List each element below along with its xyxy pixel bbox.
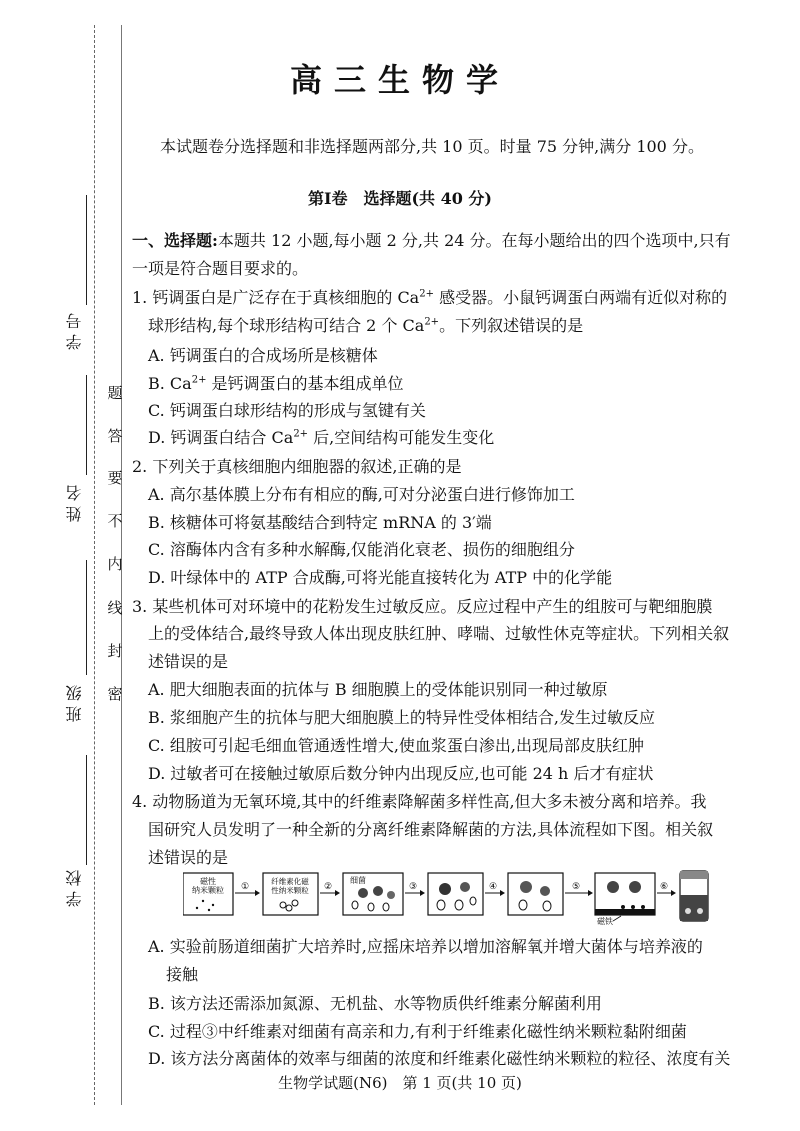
q1-option-b-text: 是钙调蛋白的基本组成单位 (206, 374, 404, 393)
q1-option-d-text: D. 钙调蛋白结合 Ca (148, 428, 294, 447)
seal-char: 密 (107, 685, 123, 703)
flow-arrow-1 (235, 882, 260, 896)
q3-option-b[interactable]: B. 浆细胞产生的抗体与肥大细胞膜上的特异性受体相结合,发生过敏反应 (148, 708, 656, 727)
q3-stem-line2: 上的受体结合,最终导致人体出现皮肤红肿、哮喘、过敏性休克等症状。下列相关叙 (148, 624, 730, 643)
q1-sup: 2+ (191, 374, 207, 386)
flow-box-2-label: 性纳米颗粒 (271, 886, 309, 895)
field-school-label (64, 870, 86, 907)
flow-box-2 (263, 873, 318, 915)
flow-box-1 (183, 873, 233, 915)
flow-box-1-label: 磁性 (200, 877, 216, 886)
seal-char: 要 (107, 469, 123, 487)
flow-culture-tube (680, 871, 708, 921)
field-student-id-text: 学 号 (65, 313, 84, 351)
q1-option-a[interactable]: A. 钙调蛋白的合成场所是核糖体 (148, 346, 378, 365)
q2-option-d[interactable]: D. 叶绿体中的 ATP 合成酶,可将光能直接转化为 ATP 中的化学能 (148, 568, 613, 587)
q1-option-b-text: B. Ca (148, 374, 192, 393)
flow-arrow-4 (485, 882, 505, 896)
page-title: 高三生物学 (289, 61, 510, 99)
q3-option-a[interactable]: A. 肥大细胞表面的抗体与 B 细胞膜上的受体能识别同一种过敏原 (148, 680, 608, 699)
q3-option-c[interactable]: C. 组胺可引起毛细血管通透性增大,使血浆蛋白渗出,出现局部皮肤红肿 (148, 736, 645, 755)
q2-option-b[interactable]: B. 核糖体可将氨基酸结合到特定 mRNA 的 3′端 (148, 513, 492, 532)
part-instructions-line1 (132, 228, 731, 251)
q1-sup: 2+ (424, 316, 440, 328)
flow-box-5 (508, 873, 563, 915)
field-class-label (64, 685, 86, 722)
q4-option-d[interactable]: D. 该方法分离菌体的效率与细菌的浓度和纤维素化磁性纳米颗粒的粒径、浓度有关 (148, 1049, 731, 1068)
q3-stem-line3: 述错误的是 (148, 652, 229, 671)
q1-sup: 2+ (419, 288, 434, 300)
field-class-text: 班 级 (65, 685, 84, 723)
flow-step-label: ③ (408, 882, 418, 892)
seal-char: 答 (107, 427, 123, 445)
q3-option-d[interactable]: D. 过敏者可在接触过敏原后数分钟内出现反应,也可能 24 h 后才有症状 (148, 764, 654, 783)
field-student-id-blank[interactable] (86, 195, 87, 305)
flow-box-6 (595, 873, 655, 925)
seal-char: 不 (107, 512, 123, 530)
q1-text: 。下列叙述错误的是 (439, 316, 584, 335)
flow-step-label: ② (323, 882, 333, 892)
field-name-label (64, 485, 86, 522)
q1-option-c[interactable]: C. 钙调蛋白球形结构的形成与氢键有关 (148, 401, 426, 420)
q4-stem-line1: 4. 动物肠道为无氧环境,其中的纤维素降解菌多样性高,但大多未被分离和培养。我 (132, 792, 707, 811)
q1-text: 感受器。小鼠钙调蛋白两端有近似对称的 (433, 288, 728, 307)
field-class-blank[interactable] (86, 560, 87, 675)
seal-char: 内 (107, 555, 123, 573)
flow-arrow-2 (320, 882, 340, 896)
flow-step-label: ④ (488, 882, 498, 892)
part-instructions-line2: 一项是符合题目要求的。 (132, 259, 309, 278)
q2-stem: 2. 下列关于真核细胞内细胞器的叙述,正确的是 (132, 457, 462, 476)
field-student-id-label (64, 313, 86, 350)
q4-option-b[interactable]: B. 该方法还需添加氮源、无机盐、水等物质供纤维素分解菌利用 (148, 994, 602, 1013)
q3-stem-line1: 3. 某些机体可对环境中的花粉发生过敏反应。反应过程中产生的组胺可与靶细胞膜 (132, 597, 713, 616)
flow-step-label: ⑥ (659, 882, 669, 892)
flow-box-3-label: 细菌 (350, 876, 366, 885)
flow-box-1-label: 纳米颗粒 (192, 886, 224, 895)
q1-option-b[interactable] (148, 371, 404, 394)
flow-arrow-3 (405, 882, 425, 896)
field-school-blank[interactable] (86, 755, 87, 865)
field-name-blank[interactable] (86, 375, 87, 475)
seal-char: 线 (107, 599, 123, 617)
q1-stem-line1 (132, 285, 727, 308)
q4-option-c[interactable]: C. 过程③中纤维素对细菌有高亲和力,有利于纤维素化磁性纳米颗粒黏附细菌 (148, 1022, 687, 1041)
q1-text: 1. 钙调蛋白是广泛存在于真核细胞的 Ca (132, 288, 420, 307)
section-heading: 第Ⅰ卷 选择题(共 40 分) (307, 189, 493, 208)
flow-step-label: ⑤ (571, 882, 581, 892)
q1-option-d-text: 后,空间结构可能发生变化 (308, 428, 495, 447)
flow-magnet-label: 磁铁 (597, 917, 613, 925)
seal-char: 题 (107, 384, 123, 402)
q4-option-a-line2[interactable]: 接触 (166, 965, 199, 984)
flow-step-label: ① (240, 882, 250, 892)
flow-box-3 (343, 873, 403, 915)
q1-sup: 2+ (293, 428, 309, 440)
q4-option-a-line1[interactable]: A. 实验前肠道细菌扩大培养时,应摇床培养以增加溶解氧并增大菌体与培养液的 (148, 937, 703, 956)
q4-flow-diagram (183, 865, 713, 925)
flow-arrow-5 (565, 882, 593, 896)
part-title: 一、选择题: (132, 231, 218, 250)
q1-option-d[interactable] (148, 425, 494, 448)
field-name-text: 姓 名 (65, 485, 84, 523)
part-text: 本题共 12 小题,每小题 2 分,共 24 分。在每小题给出的四个选项中,只有 (217, 231, 731, 250)
q4-stem-line2: 国研究人员发明了一种全新的分离纤维素降解菌的方法,具体流程如下图。相关叙 (148, 820, 714, 839)
q4-stem-line3: 述错误的是 (148, 848, 229, 867)
page-footer: 生物学试题(N6) 第 1 页(共 10 页) (278, 1074, 522, 1092)
flow-box-4 (428, 873, 483, 915)
flow-box-2-label: 纤维素化磁 (271, 877, 309, 886)
exam-intro: 本试题卷分选择题和非选择题两部分,共 10 页。时量 75 分钟,满分 100 分。 (160, 137, 704, 156)
flow-arrow-6 (657, 882, 676, 896)
q2-option-c[interactable]: C. 溶酶体内含有多种水解酶,仅能消化衰老、损伤的细胞组分 (148, 540, 575, 559)
q1-text: 球形结构,每个球形结构可结合 2 个 Ca (148, 316, 425, 335)
q1-stem-line2 (148, 313, 583, 336)
field-school-text: 学 校 (65, 870, 84, 908)
q2-option-a[interactable]: A. 高尔基体膜上分布有相应的酶,可对分泌蛋白进行修饰加工 (148, 485, 575, 504)
seal-char: 封 (107, 642, 123, 660)
